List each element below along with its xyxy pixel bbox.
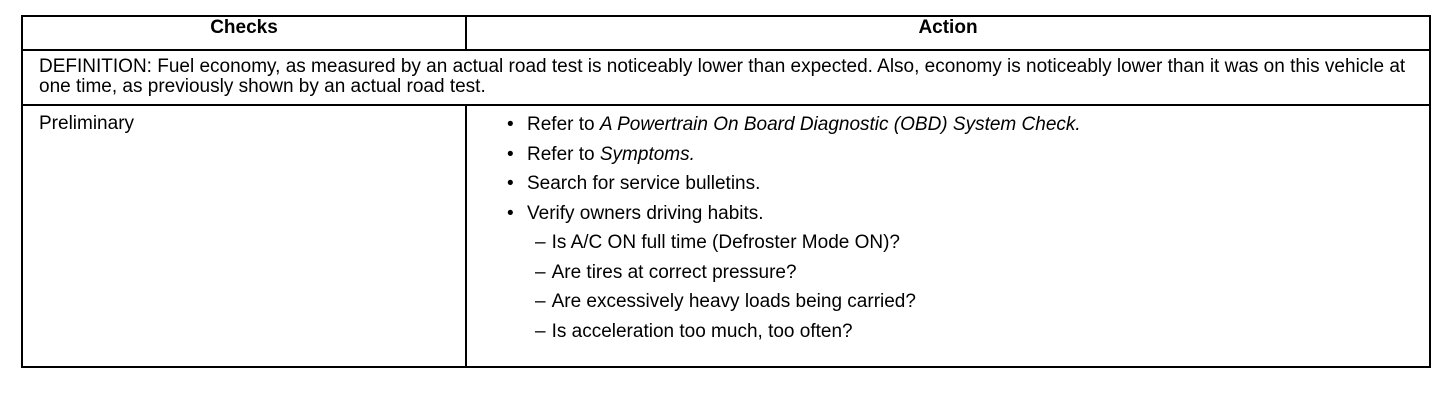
sub-item-text: Are tires at correct pressure? — [551, 261, 797, 283]
sub-list-item — [505, 228, 1429, 258]
obd-check-reference: A Powertrain On Board Diagnostic (OBD) System Check — [599, 114, 1076, 135]
bullet-icon: • — [507, 202, 514, 224]
list-item — [505, 110, 1429, 140]
sub-item-text: Are excessively heavy loads being carried? — [551, 291, 916, 312]
header-row — [23, 17, 1429, 50]
checks-header: Checks — [23, 17, 466, 50]
bullet-icon: • — [507, 143, 514, 165]
dash-icon: – — [535, 261, 546, 283]
list-item — [505, 140, 1429, 170]
check-label: Preliminary — [23, 105, 466, 366]
diagnostic-table — [23, 17, 1429, 366]
action-text: Refer to — [527, 114, 600, 135]
bullet-icon: • — [507, 114, 514, 135]
sub-list-item — [505, 317, 1429, 347]
sub-list-item — [505, 287, 1429, 317]
action-text-suffix: . — [1075, 114, 1081, 135]
dash-icon: – — [535, 232, 546, 253]
table-row — [23, 105, 1429, 366]
sub-item-text: Is acceleration too much, too often? — [551, 320, 853, 342]
definition-row — [23, 50, 1429, 105]
action-list — [505, 110, 1429, 346]
dash-icon: – — [535, 320, 546, 342]
symptoms-reference: Symptoms. — [599, 143, 695, 165]
action-text: Refer to — [527, 143, 600, 165]
definition-text: DEFINITION: Fuel economy, as measured by an actual road test is noticeably lower than expected. Also, economy is noticeably lower than it was on this vehicle at one time, as previously shown by an actual road test. — [23, 50, 1429, 105]
bullet-icon: • — [507, 173, 514, 194]
sub-item-text: Is A/C ON full time (Defroster Mode ON)? — [551, 232, 900, 253]
diagnostic-table-frame — [21, 15, 1431, 368]
dash-icon: – — [535, 291, 546, 312]
action-text: Search for service bulletins. — [527, 173, 761, 194]
action-text: Verify owners driving habits. — [527, 202, 764, 224]
sub-list-item — [505, 258, 1429, 288]
list-item — [505, 169, 1429, 199]
list-item — [505, 199, 1429, 229]
action-header: Action — [466, 17, 1429, 50]
action-cell — [466, 105, 1429, 366]
